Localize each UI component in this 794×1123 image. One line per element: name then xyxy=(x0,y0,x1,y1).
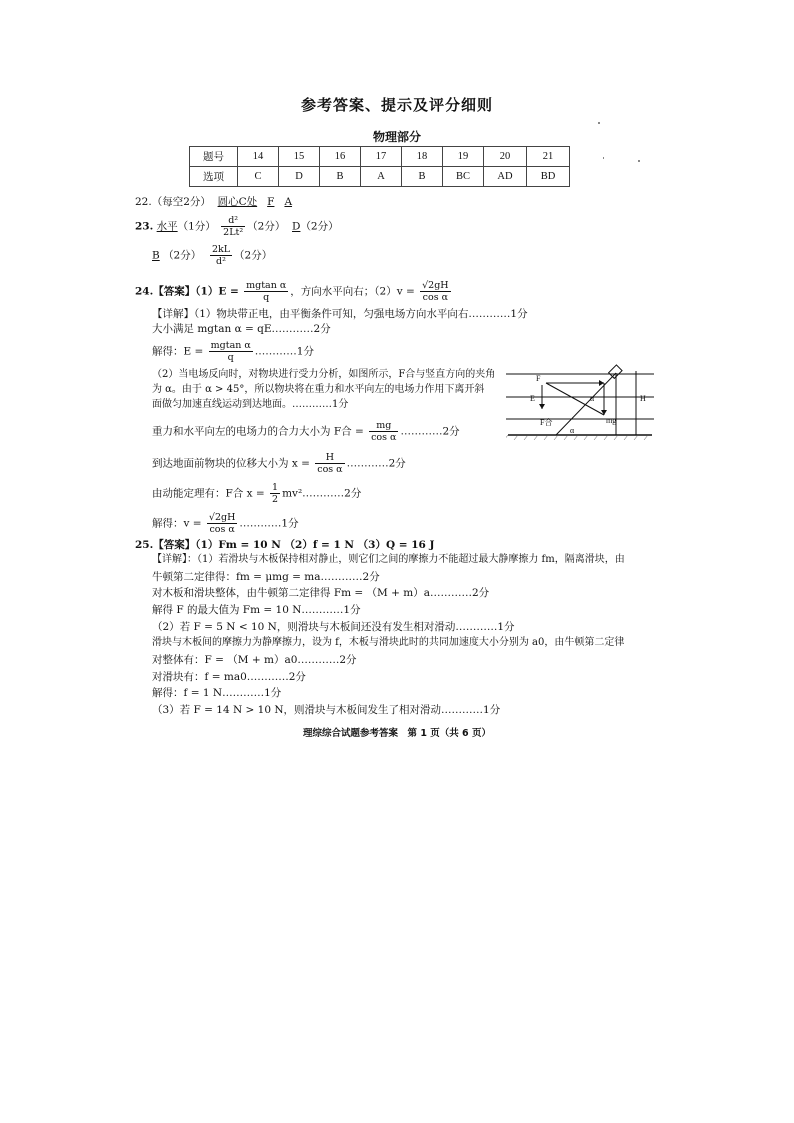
score: …………1分 xyxy=(239,517,299,530)
score: …………2分 xyxy=(346,457,406,470)
q24-p2-5 xyxy=(152,452,406,475)
q24-detail-2: 大小满足 mgtan α = qE…………2分 xyxy=(152,323,331,335)
q25-line-6: 滑块与木板间的摩擦力为静摩擦力，设为 f，木板与滑块此时的共同加速度大小分别为 a0，由牛顿第二定律 xyxy=(152,637,625,648)
table-cell: BD xyxy=(527,167,570,187)
fraction-numerator: d² xyxy=(221,215,245,227)
q24-p2-4 xyxy=(152,420,460,443)
q24-p2-2: 为 α。由于 α > 45°，所以物块将在重力和水平向左的电场力作用下离开斜 xyxy=(152,384,485,395)
table-row-numbers xyxy=(190,147,570,167)
q24-label: 24. xyxy=(135,285,154,298)
fraction xyxy=(210,244,232,267)
table-cell: 19 xyxy=(443,147,484,167)
q25-line-10: （3）若 F = 14 N > 10 N，则滑块与木板间发生了相对滑动…………1分 xyxy=(152,704,501,716)
score: （2分） xyxy=(163,249,202,262)
text: 解得：v = xyxy=(152,517,202,530)
table-row-answers xyxy=(190,167,570,187)
resultant-arrow xyxy=(546,383,604,415)
label-f: F xyxy=(536,374,541,383)
fraction-denominator: d² xyxy=(216,256,226,267)
table-cell: B xyxy=(402,167,443,187)
table-cell: A xyxy=(361,167,402,187)
score: （2分） xyxy=(234,249,273,262)
incline-line xyxy=(556,373,616,435)
q25-line-1: 【详解】：（1）若滑块与木板保持相对静止，则它们之间的摩擦力不能超过最大静摩擦力 fm，隔离滑块，由 xyxy=(152,554,625,565)
arrowhead xyxy=(599,380,604,386)
q22-line xyxy=(135,195,292,209)
fraction xyxy=(270,482,280,505)
q22-answer-1: 圆心C处 xyxy=(217,196,258,208)
fraction xyxy=(207,512,237,535)
q25-line-3: 对木板和滑块整体，由牛顿第二定律得 Fm = （M + m）a…………2分 xyxy=(152,587,490,599)
label-e: E xyxy=(530,394,535,403)
q22-answer-2: F xyxy=(267,196,275,208)
q23-answer-1: 水平 xyxy=(156,220,178,233)
fraction xyxy=(244,280,288,303)
table-header-label: 题号 xyxy=(190,147,238,167)
fraction-numerator: √2gH xyxy=(422,280,449,291)
fraction xyxy=(369,420,398,443)
q23-label: 23. xyxy=(135,220,154,233)
q24-p2-6 xyxy=(152,482,361,505)
text: 由动能定理有：F合 x = xyxy=(152,487,265,500)
text: 解得：E = xyxy=(152,345,204,358)
answer-mid: ，方向水平向右；（2）v = xyxy=(290,285,415,298)
fraction xyxy=(315,452,344,475)
table-cell: 18 xyxy=(402,147,443,167)
q24-p2-7 xyxy=(152,512,299,535)
table-cell: D xyxy=(279,167,320,187)
score: （2分） xyxy=(300,220,339,233)
q25-line-4: 解得 F 的最大值为 Fm = 10 N…………1分 xyxy=(152,604,361,616)
table-answer-label: 选项 xyxy=(190,167,238,187)
fraction-denominator: cos α xyxy=(422,292,449,303)
fraction-numerator: 2kL xyxy=(211,244,231,255)
fraction xyxy=(221,215,245,238)
score: mv²…………2分 xyxy=(282,487,362,500)
q24-answer-line xyxy=(135,280,453,303)
q24-detail-1: 【详解】（1）物块带正电，由平衡条件可知，匀强电场方向水平向右…………1分 xyxy=(152,308,528,320)
fraction-numerator: mg xyxy=(369,420,398,432)
page-title: 参考答案、提示及评分细则 xyxy=(300,96,493,114)
fraction-denominator: q xyxy=(263,292,270,303)
scan-speck xyxy=(638,160,640,162)
table-cell: 21 xyxy=(527,147,570,167)
fraction-numerator: mgtan α xyxy=(246,280,287,291)
fraction-denominator: cos α xyxy=(209,524,235,535)
answer-head: 【答案】（1）E = xyxy=(153,285,239,298)
q25-line-2: 牛顿第二定律得：fm = μmg = ma…………2分 xyxy=(152,571,380,583)
table-cell: B xyxy=(320,167,361,187)
table-cell: 17 xyxy=(361,147,402,167)
fraction-numerator: H xyxy=(315,452,344,464)
fraction-numerator: 1 xyxy=(272,482,279,493)
q25-line-9: 解得：f = 1 N…………1分 xyxy=(152,687,282,699)
score: （2分） xyxy=(247,220,286,233)
q25-line-7: 对整体有：F = （M + m）a0…………2分 xyxy=(152,654,357,666)
page-footer: 理综综合试题参考答案 第 1 页（共 6 页） xyxy=(303,728,491,739)
score: …………1分 xyxy=(254,345,314,358)
text: 重力和水平向左的电场力的合力大小为 F合 = xyxy=(152,425,364,438)
fraction-denominator: q xyxy=(227,352,234,363)
fraction-numerator: √2gH xyxy=(208,512,236,523)
q22-label: 22.（每空2分） xyxy=(135,196,211,208)
label-alpha: α xyxy=(590,394,595,403)
q23-answer-3: D xyxy=(292,220,301,233)
label-alpha-ground: α xyxy=(570,426,575,435)
label-mg: mg xyxy=(606,416,617,425)
fraction-denominator: 2 xyxy=(272,494,279,505)
q24-detail-3 xyxy=(152,340,314,363)
q23-answer-4: B xyxy=(152,249,160,262)
section-title: 物理部分 xyxy=(372,130,421,144)
q23-line-1 xyxy=(135,215,339,238)
q24-p2-3: 面做匀加速直线运动到达地面。…………1分 xyxy=(152,399,349,410)
fraction xyxy=(209,340,253,363)
table-cell: 15 xyxy=(279,147,320,167)
fraction-denominator: cos α xyxy=(371,432,397,443)
text: 到达地面前物块的位移大小为 x = xyxy=(152,457,310,470)
fraction-denominator: 2Lt² xyxy=(223,227,244,238)
block xyxy=(609,365,622,378)
force-diagram xyxy=(506,363,654,443)
score: …………2分 xyxy=(400,425,460,438)
q25-line-5: （2）若 F = 5 N < 10 N，则滑块与木板间还没有发生相对滑动…………1分 xyxy=(152,621,515,633)
answer-table xyxy=(189,146,570,187)
arrowhead xyxy=(539,404,545,409)
scan-speck xyxy=(603,157,604,159)
q23-line-2 xyxy=(152,244,272,267)
q24-p2-1: （2）当电场反向时，对物块进行受力分析，如图所示，F合与竖直方向的夹角 xyxy=(152,369,496,380)
scan-speck xyxy=(598,122,600,124)
q25-answer-line: 25.【答案】（1）Fm = 10 N （2）f = 1 N （3）Q = 16 J xyxy=(135,539,435,551)
q25-line-8: 对滑块有：f = ma0…………2分 xyxy=(152,671,306,683)
fraction-numerator: mgtan α xyxy=(210,340,251,351)
label-fhe: F合 xyxy=(540,418,553,427)
score: （1分） xyxy=(177,220,216,233)
table-cell: 20 xyxy=(484,147,527,167)
table-cell: C xyxy=(238,167,279,187)
table-cell: AD xyxy=(484,167,527,187)
q22-answer-3: A xyxy=(284,196,293,208)
label-h: H xyxy=(640,394,646,403)
table-cell: 14 xyxy=(238,147,279,167)
table-cell: 16 xyxy=(320,147,361,167)
table-cell: BC xyxy=(443,167,484,187)
fraction-denominator: cos α xyxy=(317,464,343,475)
fraction xyxy=(420,280,450,303)
